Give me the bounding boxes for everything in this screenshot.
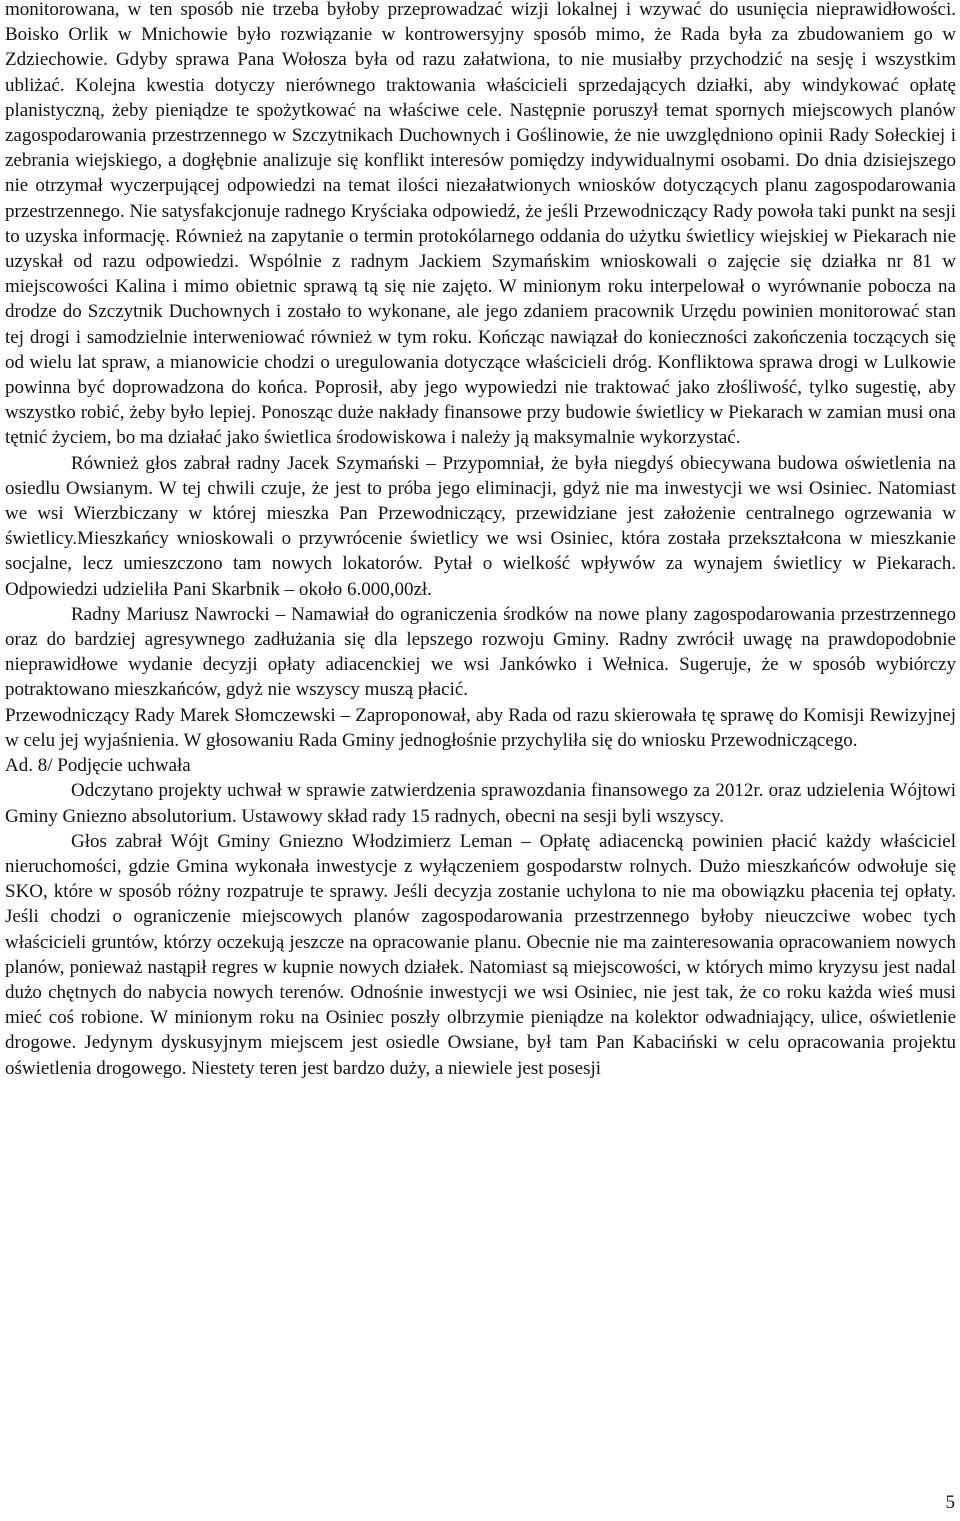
paragraph-kontynuacja-wypowiedzi: monitorowana, w ten sposób nie trzeba byłoby przeprowadzać wizji lokalnej i wzywać do usunięcia nieprawidłowości. Boisko Orlik w Mnichowie było rozwiązanie w kontrowersyjny sposób mimo, że Rada była za zbudowaniem go w Zdziechowie. Gdyby sprawa Pana Wołosza była od razu załatwiona, to nie musiałby przychodzić na sesję i wszystkim ubliżać. Kolejna kwestia dotyczy nierównego traktowania właścicieli sprzedających działki, aby windykować opłatę planistyczną, żeby pieniądze te spożytkować na właściwe cele. Następnie poruszył temat spornych miejscowych planów zagospodarowania przestrzennego w Szczytnikach Duchownych i Goślinowie, że nie uwzględniono opinii Rady Sołeckiej i zebrania wiejskiego, a dogłębnie analizuje się konflikt interesów pomiędzy indywidualnymi osobami. Do dnia dzisiejszego nie otrzymał wyczerpującej odpowiedzi na temat ilości niezałatwionych wniosków dotyczących planu zagospodarowania przestrzennego. Nie satysfakcjonuje radnego Kryściaka odpowiedź, że jeśli Przewodniczący Rady powoła taki punkt na sesji to uzyska informację. Również na zapytanie o termin protokólarnego oddania do użytku świetlicy wiejskiej w Piekarach nie uzyskał od razu odpowiedzi. Wspólnie z radnym Jackiem Szymańskim wnioskowali o zajęcie się działka nr 81 w miejscowości Kalina i mimo obietnic sprawą tą się nie zajęto. W minionym roku interpelował o wyrównanie pobocza na drodze do Szczytnik Duchownych i zostało to wykonane, ale jego zdaniem pracownik Urzędu powinien monitorować stan tej drogi i samodzielnie interweniować również w tym roku. Kończąc nawiązał do konieczności zakończenia toczących się od wielu lat spraw, a mianowicie chodzi o uregulowania dotyczące właścicieli dróg. Konfliktowa sprawa drogi w Lulkowie powinna być doprowadzona do końca. Poprosił, aby jego wypowiedzi nie traktować jako złośliwość, tylko sugestię, aby wszystko robić, żeby było lepiej. Ponosząc duże nakłady finansowe przy budowie świetlicy w Piekarach w zamian musi ona tętnić życiem, bo ma działać jako świetlica środowiskowa i należy ją maksymalnie wykorzystać. xyxy=(5,0,956,449)
paragraph-nawrocki: Radny Mariusz Nawrocki – Namawiał do ograniczenia środków na nowe plany zagospodarowania przestrzennego oraz do bardziej agresywnego zadłużania się dla lepszego rozwoju Gminy. Radny zwrócił uwagę na prawdopodobnie nieprawidłowe wydanie decyzji opłaty adiacenckiej we wsi Jankówko i Wełnica. Sugeruje, że w sposób wybiórczy potraktowano mieszkańców, gdyż nie wszyscy muszą płacić. xyxy=(5,603,956,701)
paragraph-projekty-uchwal: Odczytano projekty uchwał w sprawie zatwierdzenia sprawozdania finansowego za 2012r. oraz udzielenia Wójtowi Gminy Gniezno absolutorium. Ustawowy skład rady 15 radnych, obecni na sesji byli wszyscy. xyxy=(5,780,956,827)
paragraph-wojt: Głos zabrał Wójt Gminy Gniezno Włodzimierz Leman – Opłatę adiacencką powinien płacić każdy właściciel nieruchomości, gdzie Gmina wykonała inwestycje z wyłączeniem gospodarstw rolnych. Dużo mieszkańców odwołuje się SKO, które w sposób różny rozpatruje te sprawy. Jeśli decyzja zostanie uchylona to nie ma obowiązku płacenia tej opłaty. Jeśli chodzi o ograniczenie miejscowych planów zagospodarowania przestrzennego byłoby nieuczciwe wobec tych właścicieli gruntów, którzy oczekują jeszcze na opracowanie planu. Obecnie nie ma zainteresowania opracowaniem nowych planów, ponieważ nastąpił regres w kupnie nowych działek. Natomiast są miejscowości, w których mimo kryzysu jest nadal dużo chętnych do nabycia nowych terenów. Odnośnie inwestycji we wsi Osiniec, nie jest tak, że co roku każda wieś musi mieć coś robione. W minionym roku na Osiniec poszły olbrzymie pieniądze na kolektor odwadniający, ulice, oświetlenie drogowe. Jedynym dyskusyjnym miejscem jest osiedle Owsiane, był tam Pan Kabaciński w celu opracowania projektu oświetlenia drogowego. Niestety teren jest bardzo duży, a niewiele jest posesji xyxy=(5,830,956,1079)
document-page xyxy=(5,0,956,1081)
paragraph-przewodniczacy: Przewodniczący Rady Marek Słomczewski – Zaproponował, aby Rada od razu skierowała tę sprawę do Komisji Rewizyjnej w celu jej wyjaśnienia. W głosowaniu Rada Gminy jednogłośnie przychyliła się do wniosku Przewodniczącego. xyxy=(5,704,956,751)
page-number: 5 xyxy=(945,1492,955,1513)
paragraph-szymanski: Również głos zabrał radny Jacek Szymański – Przypomniał, że była niegdyś obiecywana budowa oświetlenia na osiedlu Owsianym. W tej chwili czuje, że jest to próba jego eliminacji, gdyż nie ma inwestycji we wsi Osiniec. Natomiast we wsi Wierzbiczany w której mieszka Pan Przewodniczący, przewidziane jest założenie centralnego ogrzewania w świetlicy.Mieszkańcy wnioskowali o przywrócenie świetlicy we wsi Osiniec, która została przekształcona w mieszkanie socjalne, lecz umieszczono tam nowych lokatorów. Pytał o wielkość wpływów za wynajem świetlicy w Piekarach. Odpowiedzi udzieliła Pani Skarbnik – około 6.000,00zł. xyxy=(5,452,956,600)
agenda-heading: Ad. 8/ Podjęcie uchwała xyxy=(5,755,191,777)
